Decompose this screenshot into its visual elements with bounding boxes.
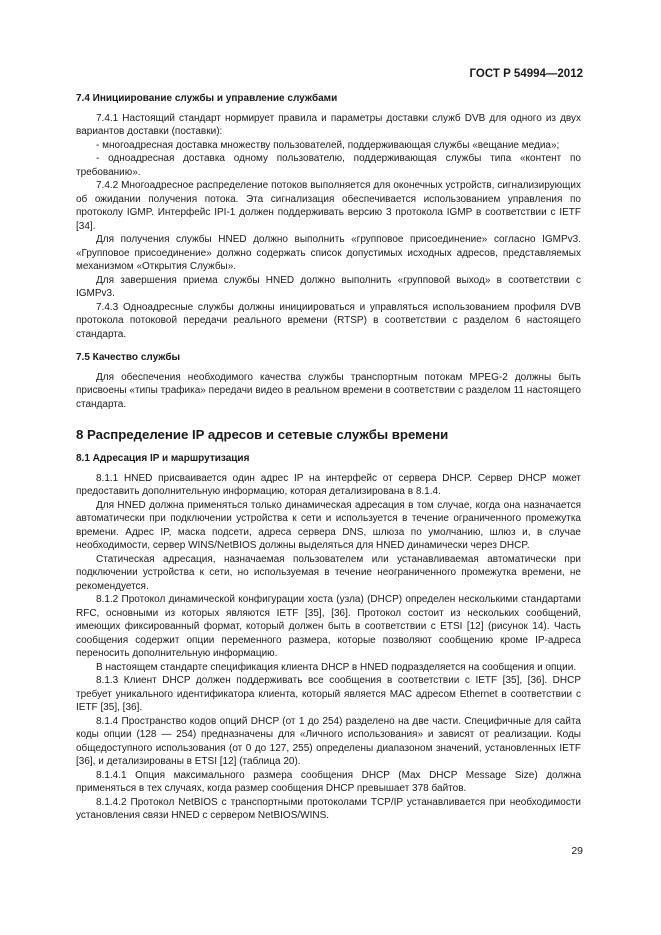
heading-7-5: 7.5 Качество службы xyxy=(76,352,181,363)
heading-7-4: 7.4 Инициирование службы и управление службами xyxy=(76,93,338,104)
para-8-1-1: 8.1.1 HNED присваивается один адрес IP на интерфейс от сервера DHCP. Сервер DHCP может предоставить дополнительную информацию, которая детализирована в 8.1.4. xyxy=(76,472,581,497)
list-item-multicast: - многоадресная доставка множеству пользователей, поддерживающая службы «вещание медиа»; xyxy=(96,139,560,151)
para-8-1-2: 8.1.2 Протокол динамической конфигурации хоста (узла) (DHCP) определен несколькими стандартами RFC, основными из которых являются IETF [35], [36]. Протокол состоит из нескольких сообщений, имеющих фиксированный формат, который должен быть в соответствии с ETSI [12] (рисунок 14). Часть сообщения содержит опции переменного размера, которые позволяют сообщению кроме IP-адреса переносить дополнительную информацию. xyxy=(76,594,581,659)
para-7-4-2: 7.4.2 Многоадресное распределение потоков выполняется для оконечных устройств, сигнализирующих об ожидании получения потока. Эта сигнализация обеспечивается использованием управления по протоколу IGMP. Интерфейс IPI-1 должен поддерживать версию 3 протокола IGMP в соответствии с IETF [34]. xyxy=(76,180,581,232)
para-client-spec: В настоящем стандарте спецификация клиента DHCP в HNED подразделяется на сообщения и опции. xyxy=(96,661,577,673)
para-8-1-3: 8.1.3 Клиент DHCP должен поддерживать все сообщения в соответствии с IETF [35], [36]. DHCP требует уникального идентификатора клиента, который является MAC адресом Ethernet в соответствии с IETF [35], [36]. xyxy=(76,675,581,713)
para-dynamic-addressing: Для HNED должна применяться только динамическая адресация в том случае, когда она назначается автоматически при подключении устройства к сети и используется в течение ограниченного промежутка времени. Адрес IP, маска подсети, адреса сервера DNS, шлюза по умолчанию, шлюз и, в случае необходимости, сервер WINS/NetBIOS должны выделяться для HNED динамически через DHCP. xyxy=(76,499,581,551)
para-8-1-4-1: 8.1.4.1 Опция максимального размера сообщения DHCP (Max DHCP Message Size) должна применяться в тех случаях, когда размер сообщения DHCP превышает 378 байтов. xyxy=(76,769,581,794)
body-text xyxy=(76,92,581,823)
para-7-4-3: 7.4.3 Одноадресные службы должны инициироваться и управляться использованием профиля DVB протокола потоковой передачи реального времени (RTSP) в соответствии с разделом 6 настоящего стандарта. xyxy=(76,301,581,340)
para-7-5: Для обеспечения необходимого качества службы транспортным потокам MPEG-2 должны быть присвоены «типы трафика» передачи видео в реальном времени в соответствии с разделом 11 настоящего стандарта. xyxy=(76,371,581,410)
standard-id: ГОСТ Р 54994—2012 xyxy=(469,68,583,80)
para-8-1-4-2: 8.1.4.2 Протокол NetBIOS с транспортными протоколами TCP/IP устанавливается при необходимости установления связи HNED с сервером NetBIOS/WINS. xyxy=(76,796,581,821)
heading-8: 8 Распределение IP адресов и сетевые службы времени xyxy=(76,427,449,442)
para-static-addressing: Статическая адресация, назначаемая пользователем или устанавливаемая автоматически при подключении устройства к сети, но используемая в течение неограниченного промежутка времени, не рекомендуется. xyxy=(76,553,581,592)
para-group-leave: Для завершения приема службы HNED должно выполнить «групповой выход» в соответствии с IGMPv3. xyxy=(76,274,581,299)
page-number: 29 xyxy=(571,845,583,857)
heading-8-1: 8.1 Адресация IP и маршрутизация xyxy=(76,453,250,464)
para-8-1-4: 8.1.4 Пространство кодов опций DHCP (от 1 до 254) разделено на две части. Специфичные для сайта коды опции (128 — 254) предназначены для «Личного использования» и зависят от реализации. Коды общедоступного использования (от 0 до 127, 255) определены диапазоном значений, установленных IETF [36], и детализированы в ETSI [12] (таблица 20). xyxy=(76,715,581,767)
para-group-join: Для получения службы HNED должно выполнить «групповое присоединение» согласно IGMPv3. «Групповое присоединение» должно содержать список допустимых исходных адресов, представляемых механизмом «Открытия Службы». xyxy=(76,234,581,272)
para-7-4-1: 7.4.1 Настоящий стандарт нормирует правила и параметры доставки служб DVB для одного из двух вариантов доставки (поставки): xyxy=(76,112,581,137)
list-item-unicast: - одноадресная доставка одному пользователю, поддерживающая службы типа «контент по требованию». xyxy=(76,153,581,178)
